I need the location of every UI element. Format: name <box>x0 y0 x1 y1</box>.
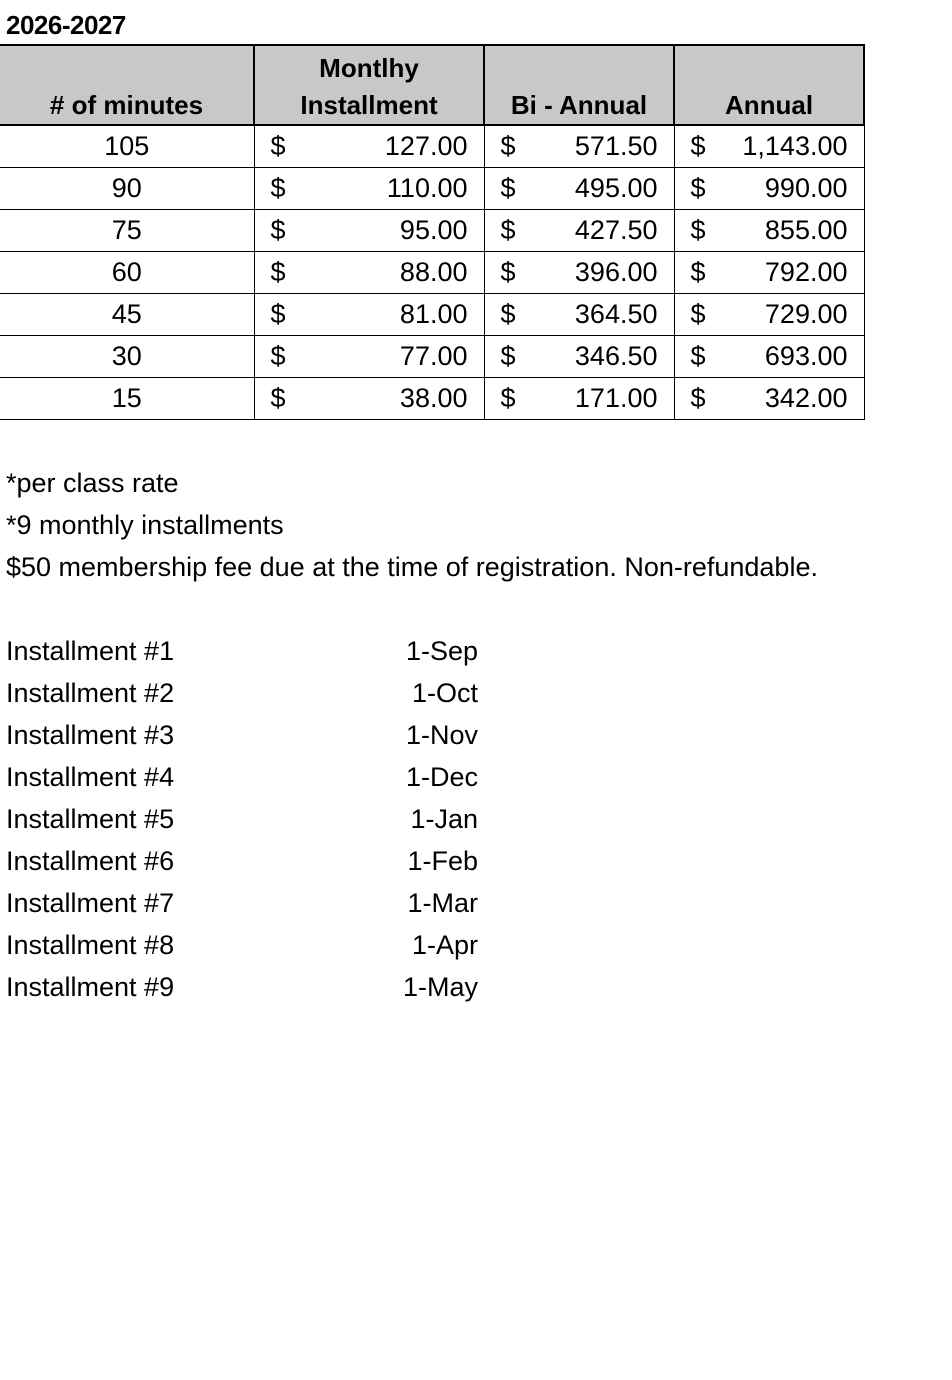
installment-date: 1-May <box>402 972 478 1002</box>
installment-label: Installment #9 <box>6 972 175 1002</box>
installment-label: Installment #7 <box>6 888 175 918</box>
note-membership-fee: $50 membership fee due at the time of registration. Non-refundable. <box>6 552 818 582</box>
bi_annual-amount: 571.50 <box>574 131 658 161</box>
installment-row <box>6 630 478 672</box>
minutes-cell: 105 <box>0 125 254 168</box>
bi_annual-amount: 427.50 <box>574 215 658 245</box>
annual-cell <box>674 125 864 168</box>
annual-amount: 855.00 <box>764 215 848 245</box>
currency-symbol: $ <box>270 383 286 413</box>
installment-row <box>6 756 478 798</box>
bi_annual-amount: 495.00 <box>574 173 658 203</box>
annual-cell <box>674 378 864 420</box>
currency-symbol: $ <box>690 341 706 371</box>
annual-amount: 729.00 <box>764 299 848 329</box>
annual-cell <box>674 210 864 252</box>
minutes-cell: 15 <box>0 378 254 420</box>
bi_annual-amount: 364.50 <box>574 299 658 329</box>
bi_annual-amount: 396.00 <box>574 257 658 287</box>
bi_annual-amount: 346.50 <box>574 341 658 371</box>
installment-row <box>6 966 478 1008</box>
table-row <box>0 210 864 252</box>
annual-cell <box>674 168 864 210</box>
bi_annual-cell <box>484 168 674 210</box>
installment-label: Installment #3 <box>6 720 175 750</box>
note-installments: *9 monthly installments <box>6 510 284 540</box>
annual-cell <box>674 252 864 294</box>
installment-date: 1-Nov <box>405 720 478 750</box>
page-title: 2026-2027 <box>6 10 126 40</box>
header-monthly-line2: Installment <box>300 90 438 120</box>
monthly-amount: 95.00 <box>399 215 468 245</box>
monthly-cell <box>254 378 484 420</box>
monthly-cell <box>254 210 484 252</box>
installment-label: Installment #6 <box>6 846 175 876</box>
installment-row <box>6 714 478 756</box>
currency-symbol: $ <box>270 299 286 329</box>
minutes-cell: 60 <box>0 252 254 294</box>
currency-symbol: $ <box>270 257 286 287</box>
table-row <box>0 378 864 420</box>
installment-date: 1-Dec <box>405 762 478 792</box>
annual-amount: 342.00 <box>764 383 848 413</box>
installment-row <box>6 840 478 882</box>
currency-symbol: $ <box>270 173 286 203</box>
bi_annual-cell <box>484 336 674 378</box>
minutes-cell: 30 <box>0 336 254 378</box>
installment-row <box>6 882 478 924</box>
table-row <box>0 294 864 336</box>
bi_annual-cell <box>484 210 674 252</box>
table-row <box>0 125 864 168</box>
minutes-cell: 90 <box>0 168 254 210</box>
installment-row <box>6 672 478 714</box>
installment-label: Installment #8 <box>6 930 175 960</box>
monthly-amount: 110.00 <box>386 173 468 203</box>
installment-label: Installment #1 <box>6 636 175 666</box>
annual-amount: 792.00 <box>764 257 848 287</box>
currency-symbol: $ <box>500 299 516 329</box>
table-row <box>0 336 864 378</box>
currency-symbol: $ <box>500 173 516 203</box>
bi_annual-cell <box>484 294 674 336</box>
monthly-cell <box>254 336 484 378</box>
installment-row <box>6 924 478 966</box>
installment-date: 1-Apr <box>411 930 478 960</box>
monthly-cell <box>254 294 484 336</box>
annual-amount: 693.00 <box>764 341 848 371</box>
rates-table <box>0 44 865 420</box>
installment-label: Installment #4 <box>6 762 175 792</box>
monthly-amount: 127.00 <box>384 131 468 161</box>
currency-symbol: $ <box>500 383 516 413</box>
table-row <box>0 168 864 210</box>
currency-symbol: $ <box>500 341 516 371</box>
bi_annual-cell <box>484 252 674 294</box>
installment-date: 1-Feb <box>407 846 478 876</box>
currency-symbol: $ <box>690 173 706 203</box>
monthly-amount: 88.00 <box>399 257 468 287</box>
minutes-cell: 45 <box>0 294 254 336</box>
annual-amount: 990.00 <box>764 173 848 203</box>
header-annual: Annual <box>674 45 864 125</box>
annual-cell <box>674 294 864 336</box>
note-per-class: *per class rate <box>6 468 179 498</box>
installment-row <box>6 798 478 840</box>
installment-date: 1-Jan <box>410 804 478 834</box>
monthly-cell <box>254 125 484 168</box>
currency-symbol: $ <box>270 215 286 245</box>
currency-symbol: $ <box>270 131 286 161</box>
currency-symbol: $ <box>690 257 706 287</box>
annual-cell <box>674 336 864 378</box>
bi_annual-cell <box>484 125 674 168</box>
currency-symbol: $ <box>500 215 516 245</box>
notes <box>6 462 818 588</box>
monthly-cell <box>254 168 484 210</box>
annual-amount: 1,143.00 <box>742 131 848 161</box>
monthly-amount: 77.00 <box>399 341 468 371</box>
currency-symbol: $ <box>690 383 706 413</box>
monthly-cell <box>254 252 484 294</box>
monthly-amount: 81.00 <box>399 299 468 329</box>
bi_annual-cell <box>484 378 674 420</box>
monthly-amount: 38.00 <box>399 383 468 413</box>
currency-symbol: $ <box>270 341 286 371</box>
header-monthly <box>254 45 484 125</box>
table-row <box>0 252 864 294</box>
header-bi-annual: Bi - Annual <box>484 45 674 125</box>
currency-symbol: $ <box>690 215 706 245</box>
installment-date: 1-Sep <box>405 636 478 666</box>
currency-symbol: $ <box>500 131 516 161</box>
installment-date: 1-Oct <box>411 678 478 708</box>
currency-symbol: $ <box>690 131 706 161</box>
bi_annual-amount: 171.00 <box>574 383 658 413</box>
currency-symbol: $ <box>690 299 706 329</box>
installment-label: Installment #2 <box>6 678 175 708</box>
header-monthly-line1: Montlhy <box>319 53 419 83</box>
header-minutes: # of minutes <box>0 45 254 125</box>
currency-symbol: $ <box>500 257 516 287</box>
installment-schedule <box>6 630 478 1008</box>
installment-date: 1-Mar <box>407 888 478 918</box>
table-header-row <box>0 45 864 125</box>
installment-label: Installment #5 <box>6 804 175 834</box>
minutes-cell: 75 <box>0 210 254 252</box>
